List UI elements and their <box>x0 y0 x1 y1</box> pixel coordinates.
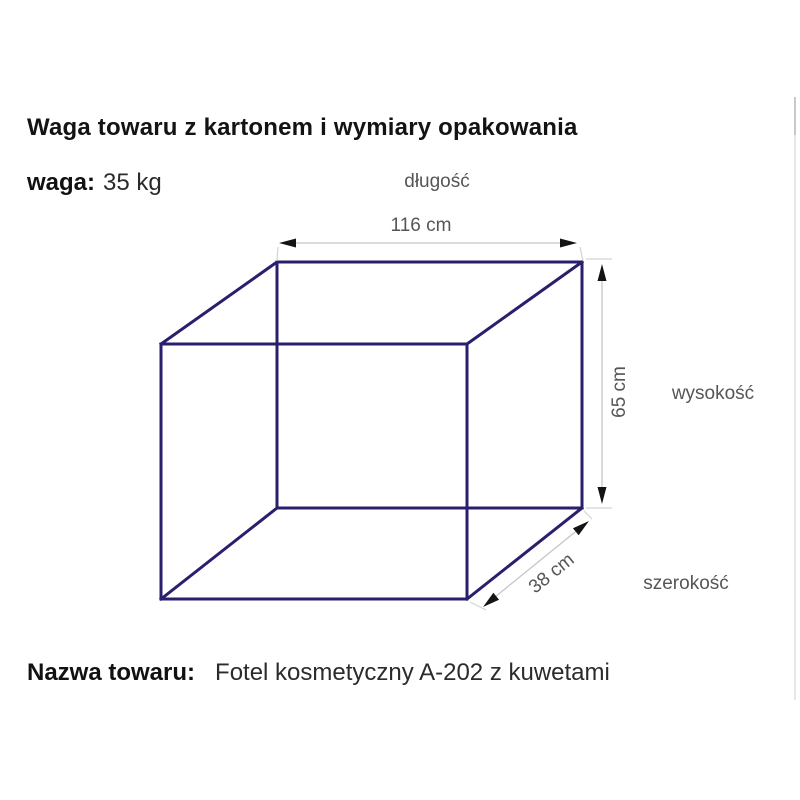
height-value: 65 cm <box>609 366 630 418</box>
box-front-face <box>161 344 467 599</box>
arrow-up-icon <box>598 264 607 281</box>
box-edge-bottom-left <box>161 508 277 599</box>
length-dimension-line <box>279 239 577 248</box>
scrollbar-track <box>794 97 796 700</box>
height-label: wysokość <box>671 383 755 404</box>
length-value: 116 cm <box>390 215 452 236</box>
arrow-down-icon <box>598 487 607 504</box>
page-title: Waga towaru z kartonem i wymiary opakowania <box>27 114 578 141</box>
weight-label: waga: <box>27 169 96 196</box>
arrow-upright-icon <box>573 518 592 536</box>
box-wireframe <box>161 262 582 599</box>
height-dimension-line <box>598 264 607 504</box>
width-label: szerokość <box>643 573 729 594</box>
box-edge-top-right <box>467 262 582 344</box>
arrow-left-icon <box>279 239 296 248</box>
length-label: długość <box>404 171 470 192</box>
weight-value: 35 kg <box>103 169 162 196</box>
product-name-value: Fotel kosmetyczny A-202 z kuwetami <box>215 659 610 686</box>
box-edge-top-left <box>161 262 277 344</box>
scrollbar-thumb[interactable] <box>794 97 796 135</box>
product-name-label: Nazwa towaru: <box>27 659 196 686</box>
product-name-row <box>27 659 610 687</box>
width-value: 38 cm <box>524 549 579 599</box>
arrow-right-icon <box>560 239 577 248</box>
box-back-face <box>277 262 582 508</box>
